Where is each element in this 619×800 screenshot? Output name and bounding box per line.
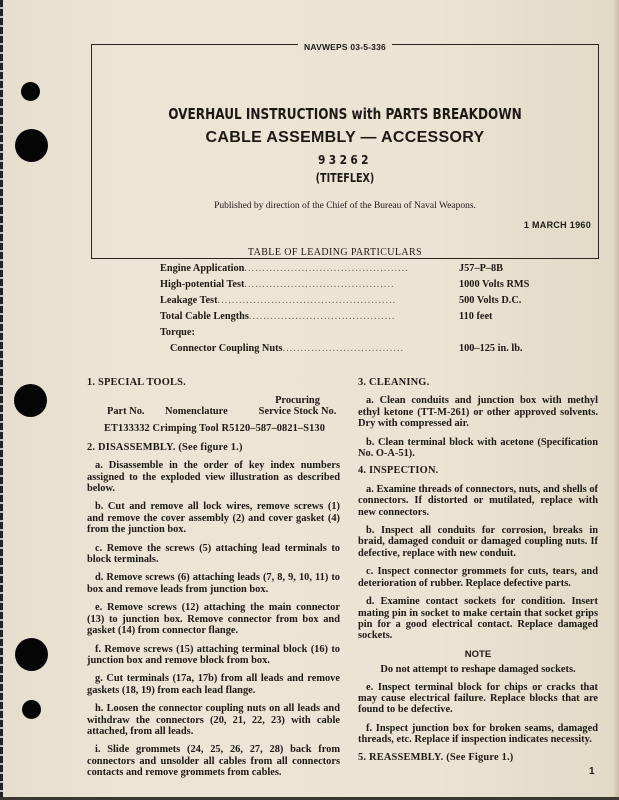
particulars-row: Total Cable Lengths ......................................... 110 feet	[160, 311, 493, 322]
note-text: Do not attempt to reshape damaged sockets.	[380, 664, 576, 676]
published-by: Published by direction of the Chief of the Bureau of Naval Weapons.	[214, 201, 476, 211]
particulars-row: Torque:	[160, 327, 195, 338]
section-cleaning: 3. CLEANING.	[358, 377, 430, 388]
disassembly-step: a. Disassemble in the order of key index numbers assigned to the exploded view illustration as described below.	[87, 460, 340, 495]
section-inspection: 4. INSPECTION.	[358, 465, 439, 477]
inspection-step: b. Inspect all conduits for corrosion, breaks in braid, damaged conduit or damaged coupling nuts. If defective, replace with new conduit.	[358, 525, 598, 559]
disassembly-step: b. Cut and remove all lock wires, remove screws (1) and remove the cover assembly (2) and cover gasket (4) from the junction box.	[87, 501, 340, 536]
disassembly-step: h. Loosen the connector coupling nuts on all leads and withdraw the connectors (20, 21, 22, 23) with cable attached, from all leads.	[87, 703, 340, 737]
note-heading: NOTE	[464, 648, 492, 660]
table-of-leading-particulars	[160, 247, 530, 359]
disassembly-step: i. Slide grommets (24, 25, 26, 27, 28) back from connectors and unsolder all cables from all connectors contacts and remove grommets from cables.	[87, 744, 340, 779]
page-right-edge	[613, 0, 619, 800]
left-column	[87, 377, 340, 786]
particulars-row: Connector Coupling Nuts .................................. 100–125 in. lb.	[170, 343, 523, 354]
disassembly-step: f. Remove screws (15) attaching terminal block (16) to junction box and remove block from box.	[87, 643, 340, 666]
disassembly-step: e. Remove screws (12) attaching the main connector (13) to junction box. Remove connector from box and gasket (14) from connector flange.	[87, 602, 340, 637]
title-line-1: OVERHAUL INSTRUCTIONS with PARTS BREAKDOWN	[168, 105, 522, 123]
manufacturer: (TITEFLEX)	[315, 171, 375, 185]
section-special-tools: 1. SPECIAL TOOLS.	[87, 377, 186, 388]
punch-hole-small-top	[21, 82, 40, 101]
cleaning-step: b. Clean terminal block with acetone (Specification No. O-A-51).	[358, 436, 598, 460]
doc-number: NAVWEPS 03-5-336	[92, 37, 598, 55]
disassembly-step: g. Cut terminals (17a, 17b) from all leads and remove gaskets (18, 19) from each lead flange.	[87, 673, 340, 696]
tools-table-header: Part No. Nomenclature Procuring Service Stock No.	[107, 395, 337, 418]
inspection-step: a. Examine threads of connectors, nuts, and shells of connectors. If distorted or mutilated, replace with new connectors.	[358, 483, 598, 518]
inspection-step: e. Inspect terminal block for chips or cracks that may cause electrical failure. Replace blocks that are found to be defective.	[358, 681, 598, 716]
disassembly-step: c. Remove the screws (5) attaching lead terminals to block terminals.	[87, 542, 340, 566]
particulars-row: High-potential Test .......................................... 1000 Volts RMS	[160, 279, 530, 290]
punch-hole-small-bottom	[22, 700, 41, 719]
section-reassembly: 5. REASSEMBLY. (See Figure 1.)	[358, 751, 514, 763]
section-disassembly: 2. DISASSEMBLY. (See figure 1.)	[87, 441, 243, 453]
inspection-step: c. Inspect connector grommets for cuts, tears, and deterioration of rubber. Replace defective parts.	[358, 566, 598, 589]
inspection-step: d. Examine contact sockets for condition. Insert mating pin in socket to make certain that socket grips pin for a good electrical contact. Replace damaged sockets.	[358, 596, 598, 642]
particulars-title: TABLE OF LEADING PARTICULARS	[247, 247, 423, 258]
disassembly-step: d. Remove screws (6) attaching leads (7, 8, 9, 10, 11) to box and remove leads from junction box.	[87, 572, 340, 595]
cleaning-step: a. Clean conduits and junction box with methyl ethyl ketone (TT-M-261) or other approved solvents. Dry with compressed air.	[358, 395, 598, 430]
particulars-row: Leakage Test .................................................. 500 Volts D.C.	[160, 295, 522, 306]
punch-hole-large-top	[15, 129, 48, 162]
punch-hole-large-middle	[14, 384, 47, 417]
part-number: 93262	[318, 152, 372, 167]
title-block	[91, 44, 599, 259]
page-number: 1	[589, 766, 595, 777]
tools-table-row: ET133332 Crimping Tool R5120–587–0821–S130	[104, 423, 325, 435]
inspection-step: f. Inspect junction box for broken seams, damaged threads, etc. Replace if inspection indicates necessity.	[358, 722, 598, 746]
page-left-edge	[0, 0, 3, 800]
punch-hole-large-bottom	[15, 638, 48, 671]
particulars-row: Engine Application .............................................. J57–P–8B	[160, 263, 504, 274]
right-column	[358, 377, 598, 770]
publication-date: 1 MARCH 1960	[523, 220, 591, 230]
title-line-2: CABLE ASSEMBLY — ACCESSORY	[205, 129, 485, 146]
